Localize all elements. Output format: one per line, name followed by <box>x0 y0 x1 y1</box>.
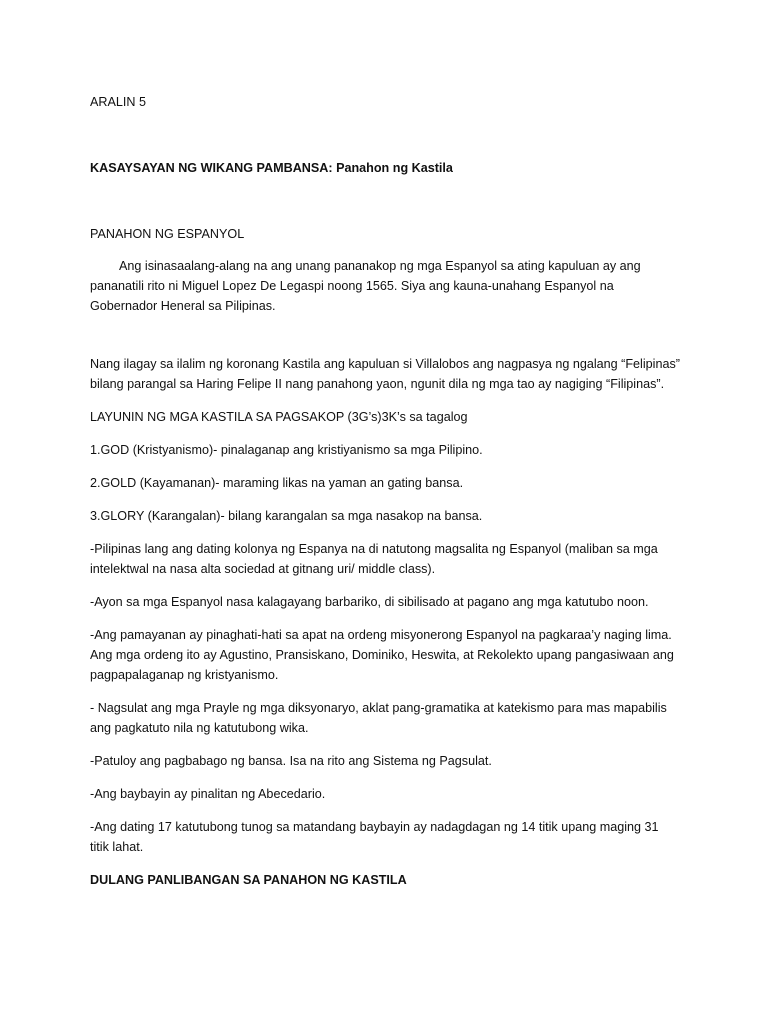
naming-paragraph: Nang ilagay sa ilalim ng koronang Kastila ang kapuluan si Villalobos ang nagpasya ng ngalang “Felipinas” bilang parangal sa Haring Felipe II nang panahong yaon, ngunit dila ng mga tao ay nagiging “Filipinas”. <box>90 357 680 391</box>
note-item: -Ang pamayanan ay pinaghati-hati sa apat na ordeng misyonerong Espanyol na pagkaraa’y naging lima. Ang mga ordeng ito ay Agustino, Pransiskano, Dominiko, Heswita, at Rekolekto upang pangasiwaan ang pagpapalaganap ng kristyanismo. <box>90 628 674 682</box>
note-item: -Pilipinas lang ang dating kolonya ng Espanya na di natutong magsalita ng Espanyol (maliban sa mga intelektwal na nasa alta sociedad at gitnang uri/ middle class). <box>90 542 658 576</box>
goal-item: 3.GLORY (Karangalan)- bilang karangalan sa mga nasakop na bansa. <box>90 509 483 523</box>
closing-heading: DULANG PANLIBANGAN SA PANAHON NG KASTILA <box>90 873 407 887</box>
note-item: -Ang baybayin ay pinalitan ng Abecedario. <box>90 787 326 801</box>
note-item: -Patuloy ang pagbabago ng bansa. Isa na rito ang Sistema ng Pagsulat. <box>90 754 492 768</box>
intro-paragraph: Ang isinasaalang-alang na ang unang pananakop ng mga Espanyol sa ating kapuluan ay ang pananatili rito ni Miguel Lopez De Legaspi noong 1565. Siya ang kauna-unahang Espanyol na Gobernador Heneral sa Pilipinas. <box>90 259 641 313</box>
goal-item: 2.GOLD (Kayamanan)- maraming likas na yaman an gating bansa. <box>90 476 464 490</box>
document-page <box>90 92 690 890</box>
note-item: - Nagsulat ang mga Prayle ng mga diksyonaryo, aklat pang-gramatika at katekismo para mas mapabilis ang pagkatuto nila ng katutubong wika. <box>90 701 667 735</box>
page-title: KASAYSAYAN NG WIKANG PAMBANSA: Panahon ng Kastila <box>90 161 453 175</box>
goal-item: 1.GOD (Kristyanismo)- pinalaganap ang kristiyanismo sa mga Pilipino. <box>90 443 483 457</box>
section-heading: PANAHON NG ESPANYOL <box>90 227 245 241</box>
note-item: -Ang dating 17 katutubong tunog sa matandang baybayin ay nadagdagan ng 14 titik upang maging 31 titik lahat. <box>90 820 659 854</box>
goals-heading: LAYUNIN NG MGA KASTILA SA PAGSAKOP (3G’s)3K’s sa tagalog <box>90 410 468 424</box>
lesson-label: ARALIN 5 <box>90 95 146 109</box>
note-item: -Ayon sa mga Espanyol nasa kalagayang barbariko, di sibilisado at pagano ang mga katutubo noon. <box>90 595 649 609</box>
